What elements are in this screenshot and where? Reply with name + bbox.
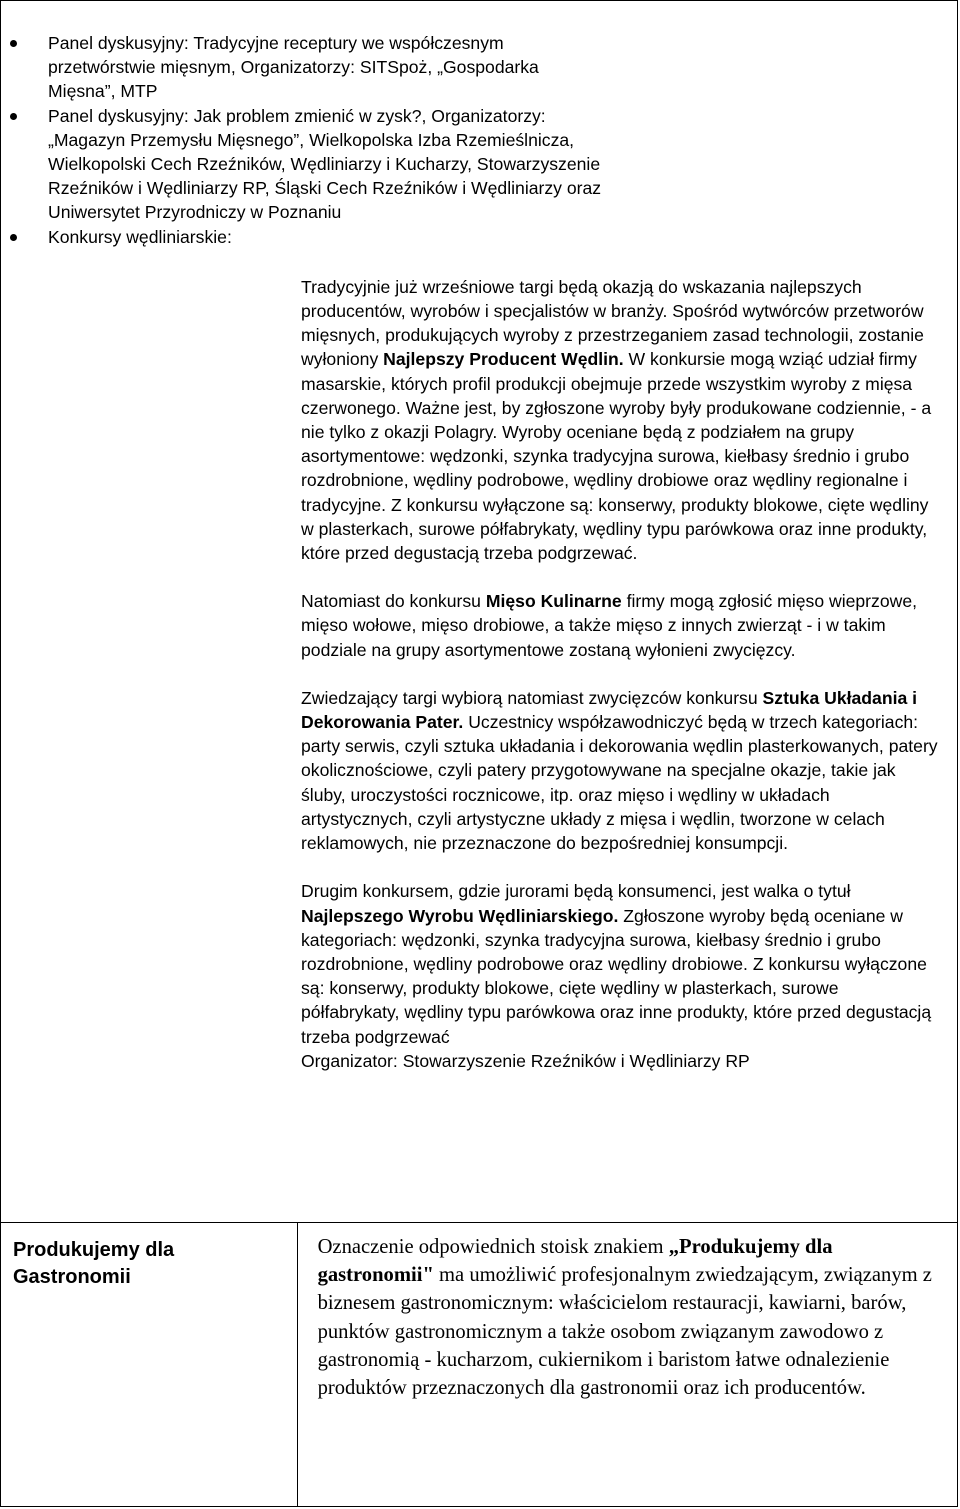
list-item bbox=[0, 31, 608, 104]
event-bullet-list bbox=[0, 31, 630, 249]
list-item bbox=[0, 104, 608, 225]
bullet-icon bbox=[10, 113, 17, 120]
section-label-cell bbox=[1, 1223, 298, 1507]
section-text-cell bbox=[297, 1223, 957, 1507]
text: Drugim konkursem, gdzie jurorami będą konsumenci, jest walka o tytuł bbox=[301, 881, 851, 902]
list-item bbox=[0, 225, 608, 249]
paragraph-platter-art bbox=[301, 686, 941, 855]
emphasis: Sztuka Układania i Dekorowania Pater. bbox=[301, 687, 918, 733]
table-row bbox=[1, 1223, 958, 1507]
table-row bbox=[1, 1, 958, 1223]
bullet-text: Panel dyskusyjny: Jak problem zmienić w zysk?, Organizatorzy: „Magazyn Przemysłu Mięsnego”, Wielkopolska Izba Rzemieślnicza, Wielkopolski Cech Rzeźników, Wędliniarzy i Kucharzy, Stowarzyszenie Rzeźników i Wędliniarzy RP, Śląski Cech Rzeźników i Wędliniarzy oraz Uniwersytet Przyrodniczy w Poznaniu bbox=[48, 105, 602, 223]
text: Zwiedzający targi wybiorą natomiast zwycięzców konkursu bbox=[301, 687, 763, 708]
bullet-icon bbox=[10, 40, 17, 47]
paragraph-culinary-meat bbox=[301, 589, 941, 662]
text: Uczestnicy współzawodniczyć będą w trzech kategoriach: party serwis, czyli sztuka układania i dekorowania wędlin plasterkowanych, patery okolicznościowe, czyli patery przygotowywane na specjalne okazje, takie jak śluby, uroczystości rocznicowe, itp. oraz mięso i wędliny w układach artystycznych, czyli artystyczne układy z mięsa i wędlin, tworzone w celach reklamowych, nie przeznaczone do bezpośredniej konsumpcji. bbox=[301, 712, 938, 854]
competitions-cell bbox=[1, 1, 958, 1223]
emphasis: Najlepszego Wyrobu Wędliniarskiego. bbox=[301, 905, 619, 926]
bullet-text: Konkursy wędliniarskie: bbox=[48, 226, 232, 247]
emphasis: Mięso Kulinarne bbox=[485, 591, 622, 612]
text: firmy mogą zgłosić mięso wieprzowe, mięso wołowe, mięso drobiowe, a także mięso z innych zwierząt - i w takim podziale na grupy asortymentowe zostaną wyłonieni zwycięzcy. bbox=[301, 591, 917, 660]
text: W konkursie mogą wziąć udział firmy masarskie, których profil produkcji obejmuje przede wszystkim wyroby z mięsa czerwonego. Ważne jest, by zgłoszone wyroby były produkowane codziennie, - a nie tylko z okazji Polagry. Wyroby oceniane będą z podziałem na grupy asortymentowe: wędzonki, szynka tradycyjna surowa, kiełbasy średnio i grubo rozdrobnione, wędliny podrobowe, wędliny drobiowe oraz wędliny regionalne i tradycyjne. Z konkursu wyłączone są: konserwy, produkty blokowe, cięte wędliny w plasterkach, surowe półfabrykaty, wędliny typu parówkowa oraz inne produkty, które przed degustacją trzeba podgrzewać. bbox=[301, 349, 932, 564]
emphasis: „Produkujemy dla gastronomii" bbox=[317, 1236, 833, 1287]
text: Tradycyjnie już wrześniowe targi będą okazją do wskazania najlepszych producentów, wyrobów i specjalistów w branży. Spośród wytwórców przetworów mięsnych, produkujących wyroby z przestrzeganiem zasad technologii, zostanie wyłoniony bbox=[301, 276, 924, 370]
bullet-icon bbox=[10, 234, 17, 241]
text: Zgłoszone wyroby będą oceniane w kategoriach: wędzonki, szynka tradycyjna surowa, kiełbasy średnio i grubo rozdrobnione, wędliny podrobowe oraz wędliny drobiowe. Z konkursu wyłączone są: konserwy, produkty blokowe, cięte wędliny w plasterkach, surowe półfabrykaty, wędliny typu parówkowa oraz inne produkty, które przed degustacją trzeba podgrzewać bbox=[301, 905, 932, 1047]
bullet-text: Panel dyskusyjny: Tradycyjne receptury we współczesnym przetwórstwie mięsnym, Organizatorzy: SITSpoż, „Gospodarka Mięsna”, MTP bbox=[48, 33, 539, 102]
organizer-line: Organizator: Stowarzyszenie Rzeźników i Wędliniarzy RP bbox=[301, 1050, 750, 1071]
text: ma umożliwić profesjonalnym zwiedzającym, związanym z biznesem gastronomicznym: właścicielom restauracji, kawiarni, barów, punktów gastronomicznym a także osobom związanym zawodowo z gastronomią - kucharzom, cukiernikom i baristom łatwe odnalezienie produktów przeznaczonych dla gastronomii oraz ich producentów. bbox=[317, 1264, 932, 1400]
section-label: Produkujemy dla Gastronomii bbox=[13, 1239, 175, 1288]
paragraph-best-product bbox=[301, 879, 941, 1048]
text: Natomiast do konkursu bbox=[301, 591, 486, 612]
emphasis: Najlepszy Producent Wędlin. bbox=[383, 349, 624, 370]
text: Oznaczenie odpowiednich stoisk znakiem bbox=[317, 1236, 669, 1258]
paragraph-best-producer bbox=[301, 275, 941, 565]
